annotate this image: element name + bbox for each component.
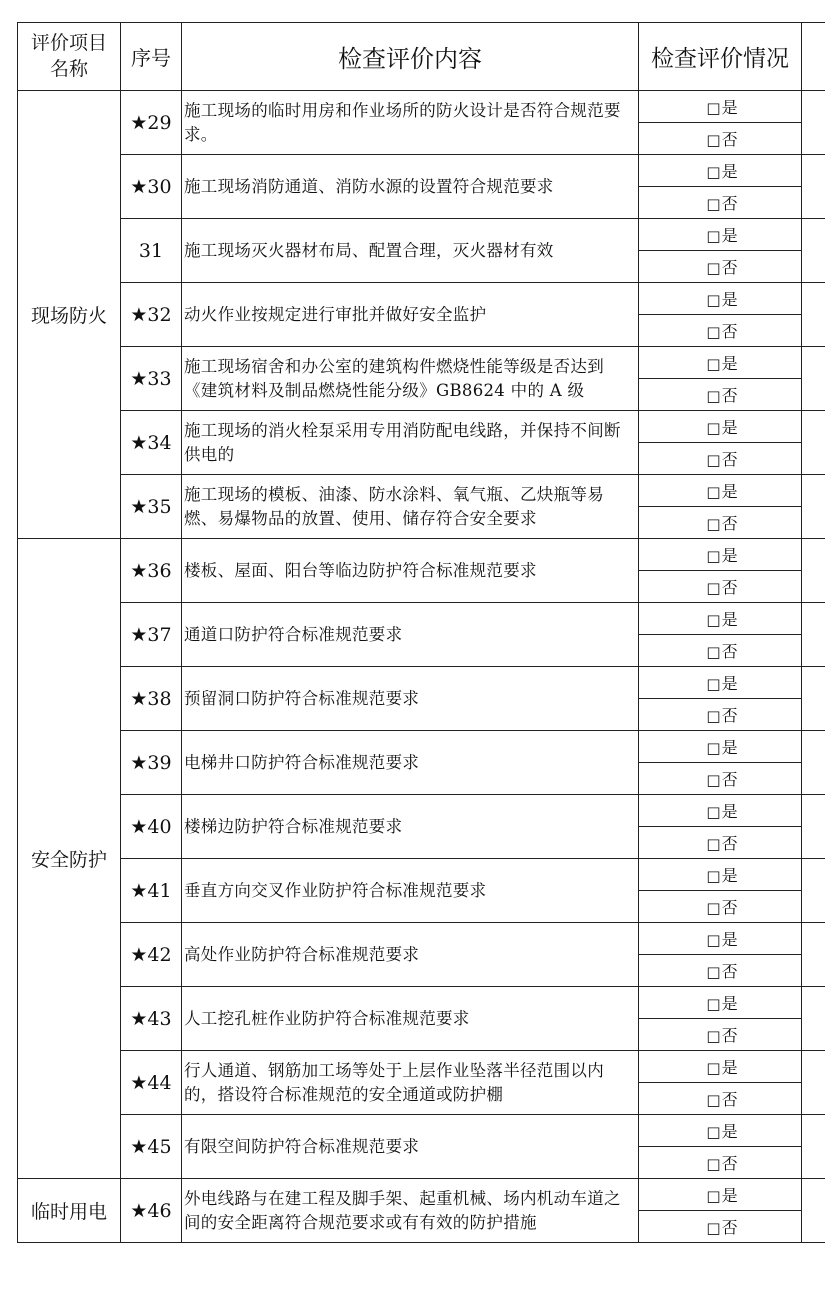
option-yes-label: 是 [721, 162, 738, 181]
table-row [18, 283, 825, 315]
option-yes[interactable] [639, 1115, 802, 1147]
blank-cell [802, 795, 825, 859]
option-yes-label: 是 [721, 546, 738, 565]
blank-cell [802, 283, 825, 347]
checkbox-icon[interactable]: □ [706, 451, 721, 469]
checkbox-icon[interactable]: □ [706, 163, 721, 181]
item-number: ★34 [121, 411, 182, 475]
table-row [18, 667, 825, 699]
option-yes[interactable] [639, 475, 802, 507]
blank-cell [802, 667, 825, 731]
option-yes-label: 是 [721, 98, 738, 117]
checkbox-icon[interactable]: □ [706, 483, 721, 501]
item-content: 垂直方向交叉作业防护符合标准规范要求 [182, 859, 639, 923]
checkbox-icon[interactable]: □ [706, 835, 721, 853]
option-no[interactable] [639, 443, 802, 475]
item-content: 外电线路与在建工程及脚手架、起重机械、场内机动车道之间的安全距离符合规范要求或有有效的防护措施 [182, 1179, 639, 1243]
table-row [18, 1115, 825, 1147]
option-yes-label: 是 [721, 1186, 738, 1205]
option-yes[interactable] [639, 731, 802, 763]
blank-cell [802, 411, 825, 475]
option-no[interactable] [639, 1083, 802, 1115]
table-row [18, 475, 825, 507]
option-no-label: 否 [721, 258, 738, 277]
blank-cell [802, 475, 825, 539]
checkbox-icon[interactable]: □ [706, 419, 721, 437]
table-row [18, 603, 825, 635]
item-number: ★37 [121, 603, 182, 667]
table-body [18, 91, 825, 1243]
header-number: 序号 [121, 23, 182, 91]
item-content: 施工现场的模板、油漆、防水涂料、氧气瓶、乙炔瓶等易燃、易爆物品的放置、使用、储存符合安全要求 [182, 475, 639, 539]
option-yes-label: 是 [721, 738, 738, 757]
option-yes[interactable] [639, 859, 802, 891]
item-content: 人工挖孔桩作业防护符合标准规范要求 [182, 987, 639, 1051]
option-yes-label: 是 [721, 354, 738, 373]
option-yes[interactable] [639, 219, 802, 251]
blank-cell [802, 859, 825, 923]
option-no[interactable] [639, 1019, 802, 1051]
checkbox-icon[interactable]: □ [706, 707, 721, 725]
option-no[interactable] [639, 635, 802, 667]
checkbox-icon[interactable]: □ [706, 227, 721, 245]
option-yes[interactable] [639, 1179, 802, 1211]
checkbox-icon[interactable]: □ [706, 355, 721, 373]
option-yes-label: 是 [721, 674, 738, 693]
item-number: ★29 [121, 91, 182, 155]
item-number: ★30 [121, 155, 182, 219]
option-yes-label: 是 [721, 418, 738, 437]
option-no[interactable] [639, 379, 802, 411]
table-row [18, 731, 825, 763]
option-no[interactable] [639, 891, 802, 923]
blank-cell [802, 1051, 825, 1115]
item-number: ★39 [121, 731, 182, 795]
table-header-row [18, 23, 825, 91]
table-row [18, 987, 825, 1019]
option-yes[interactable] [639, 1051, 802, 1083]
blank-cell [802, 155, 825, 219]
item-content: 电梯井口防护符合标准规范要求 [182, 731, 639, 795]
item-content: 有限空间防护符合标准规范要求 [182, 1115, 639, 1179]
checkbox-icon[interactable]: □ [706, 291, 721, 309]
blank-cell [802, 1179, 825, 1243]
blank-cell [802, 219, 825, 283]
option-yes-label: 是 [721, 930, 738, 949]
category-cell: 安全防护 [18, 539, 121, 1179]
checkbox-icon[interactable]: □ [706, 931, 721, 949]
option-yes-label: 是 [721, 610, 738, 629]
table-row [18, 539, 825, 571]
header-content: 检查评价内容 [182, 23, 639, 91]
checkbox-icon[interactable]: □ [706, 867, 721, 885]
table-row [18, 1051, 825, 1083]
option-no-label: 否 [721, 1090, 738, 1109]
option-yes-label: 是 [721, 482, 738, 501]
checkbox-icon[interactable]: □ [706, 675, 721, 693]
option-yes[interactable] [639, 347, 802, 379]
option-yes-label: 是 [721, 866, 738, 885]
option-no-label: 否 [721, 834, 738, 853]
option-no[interactable] [639, 699, 802, 731]
checkbox-icon[interactable]: □ [706, 771, 721, 789]
option-no[interactable] [639, 827, 802, 859]
checkbox-icon[interactable]: □ [706, 1091, 721, 1109]
item-number: ★40 [121, 795, 182, 859]
checkbox-icon[interactable]: □ [706, 195, 721, 213]
item-content: 楼板、屋面、阳台等临边防护符合标准规范要求 [182, 539, 639, 603]
option-yes[interactable] [639, 923, 802, 955]
item-content: 行人通道、钢筋加工场等处于上层作业坠落半径范围以内的，搭设符合标准规范的安全通道或防护棚 [182, 1051, 639, 1115]
item-number: ★35 [121, 475, 182, 539]
table-row [18, 795, 825, 827]
option-yes[interactable] [639, 603, 802, 635]
checkbox-icon[interactable]: □ [706, 579, 721, 597]
option-no[interactable] [639, 1211, 802, 1243]
option-no-label: 否 [721, 514, 738, 533]
table-row [18, 219, 825, 251]
option-yes[interactable] [639, 411, 802, 443]
option-yes[interactable] [639, 667, 802, 699]
checkbox-icon[interactable]: □ [706, 547, 721, 565]
table-row [18, 859, 825, 891]
option-no-label: 否 [721, 770, 738, 789]
option-yes-label: 是 [721, 802, 738, 821]
checkbox-icon[interactable]: □ [706, 995, 721, 1013]
checkbox-icon[interactable]: □ [706, 515, 721, 533]
category-cell: 现场防火 [18, 91, 121, 539]
blank-cell [802, 539, 825, 603]
option-no[interactable] [639, 123, 802, 155]
item-content: 施工现场灭火器材布局、配置合理，灭火器材有效 [182, 219, 639, 283]
option-no-label: 否 [721, 386, 738, 405]
item-number: ★38 [121, 667, 182, 731]
item-number: ★41 [121, 859, 182, 923]
blank-cell [802, 1115, 825, 1179]
header-category [18, 23, 121, 91]
option-no-label: 否 [721, 578, 738, 597]
option-no-label: 否 [721, 130, 738, 149]
item-number: ★45 [121, 1115, 182, 1179]
item-content: 高处作业防护符合标准规范要求 [182, 923, 639, 987]
item-number: ★46 [121, 1179, 182, 1243]
table-row [18, 91, 825, 123]
option-no-label: 否 [721, 1218, 738, 1237]
option-no-label: 否 [721, 1154, 738, 1173]
option-yes[interactable] [639, 91, 802, 123]
checkbox-icon[interactable]: □ [706, 99, 721, 117]
item-number: ★33 [121, 347, 182, 411]
item-content: 动火作业按规定进行审批并做好安全监护 [182, 283, 639, 347]
option-no[interactable] [639, 315, 802, 347]
table-row [18, 1179, 825, 1211]
item-number: ★36 [121, 539, 182, 603]
option-no-label: 否 [721, 322, 738, 341]
header-category-line1: 评价项目 [30, 31, 107, 54]
blank-cell [802, 91, 825, 155]
blank-cell [802, 347, 825, 411]
option-no[interactable] [639, 251, 802, 283]
checkbox-icon[interactable]: □ [706, 387, 721, 405]
option-no[interactable] [639, 507, 802, 539]
blank-cell [802, 731, 825, 795]
option-no[interactable] [639, 187, 802, 219]
inspection-table [17, 22, 825, 1243]
checkbox-icon[interactable]: □ [706, 1219, 721, 1237]
blank-cell [802, 987, 825, 1051]
header-result: 检查评价情况 [639, 23, 802, 91]
checkbox-icon[interactable]: □ [706, 1187, 721, 1205]
blank-cell [802, 603, 825, 667]
option-yes-label: 是 [721, 290, 738, 309]
item-content: 施工现场宿舍和办公室的建筑构件燃烧性能等级是否达到《建筑材料及制品燃烧性能分级》GB8624 中的 A 级 [182, 347, 639, 411]
item-content: 施工现场的消火栓泵采用专用消防配电线路，并保持不间断供电的 [182, 411, 639, 475]
checkbox-icon[interactable]: □ [706, 259, 721, 277]
header-blank [802, 23, 825, 91]
checkbox-icon[interactable]: □ [706, 1123, 721, 1141]
option-yes[interactable] [639, 987, 802, 1019]
item-number: ★42 [121, 923, 182, 987]
option-no-label: 否 [721, 450, 738, 469]
option-yes-label: 是 [721, 226, 738, 245]
checkbox-icon[interactable]: □ [706, 323, 721, 341]
item-content: 施工现场的临时用房和作业场所的防火设计是否符合规范要求。 [182, 91, 639, 155]
option-yes-label: 是 [721, 994, 738, 1013]
item-content: 预留洞口防护符合标准规范要求 [182, 667, 639, 731]
checkbox-icon[interactable]: □ [706, 739, 721, 757]
checkbox-icon[interactable]: □ [706, 963, 721, 981]
table-row [18, 923, 825, 955]
option-no-label: 否 [721, 962, 738, 981]
table-row [18, 347, 825, 379]
checkbox-icon[interactable]: □ [706, 1027, 721, 1045]
table-row [18, 155, 825, 187]
item-number: ★44 [121, 1051, 182, 1115]
option-no[interactable] [639, 763, 802, 795]
option-yes[interactable] [639, 283, 802, 315]
blank-cell [802, 923, 825, 987]
item-content: 楼梯边防护符合标准规范要求 [182, 795, 639, 859]
item-number: 31 [121, 219, 182, 283]
option-yes-label: 是 [721, 1058, 738, 1077]
option-no[interactable] [639, 1147, 802, 1179]
option-no-label: 否 [721, 898, 738, 917]
option-yes[interactable] [639, 539, 802, 571]
option-no-label: 否 [721, 1026, 738, 1045]
option-yes[interactable] [639, 155, 802, 187]
option-no[interactable] [639, 955, 802, 987]
item-number: ★32 [121, 283, 182, 347]
item-content: 施工现场消防通道、消防水源的设置符合规范要求 [182, 155, 639, 219]
option-no-label: 否 [721, 642, 738, 661]
checkbox-icon[interactable]: □ [706, 1155, 721, 1173]
checkbox-icon[interactable]: □ [706, 131, 721, 149]
checkbox-icon[interactable]: □ [706, 611, 721, 629]
checkbox-icon[interactable]: □ [706, 899, 721, 917]
option-no[interactable] [639, 571, 802, 603]
checkbox-icon[interactable]: □ [706, 643, 721, 661]
item-content: 通道口防护符合标准规范要求 [182, 603, 639, 667]
checkbox-icon[interactable]: □ [706, 1059, 721, 1077]
checkbox-icon[interactable]: □ [706, 803, 721, 821]
table-row [18, 411, 825, 443]
option-no-label: 否 [721, 706, 738, 725]
header-category-line2: 名称 [49, 57, 88, 80]
item-number: ★43 [121, 987, 182, 1051]
option-yes[interactable] [639, 795, 802, 827]
option-no-label: 否 [721, 194, 738, 213]
category-cell: 临时用电 [18, 1179, 121, 1243]
option-yes-label: 是 [721, 1122, 738, 1141]
